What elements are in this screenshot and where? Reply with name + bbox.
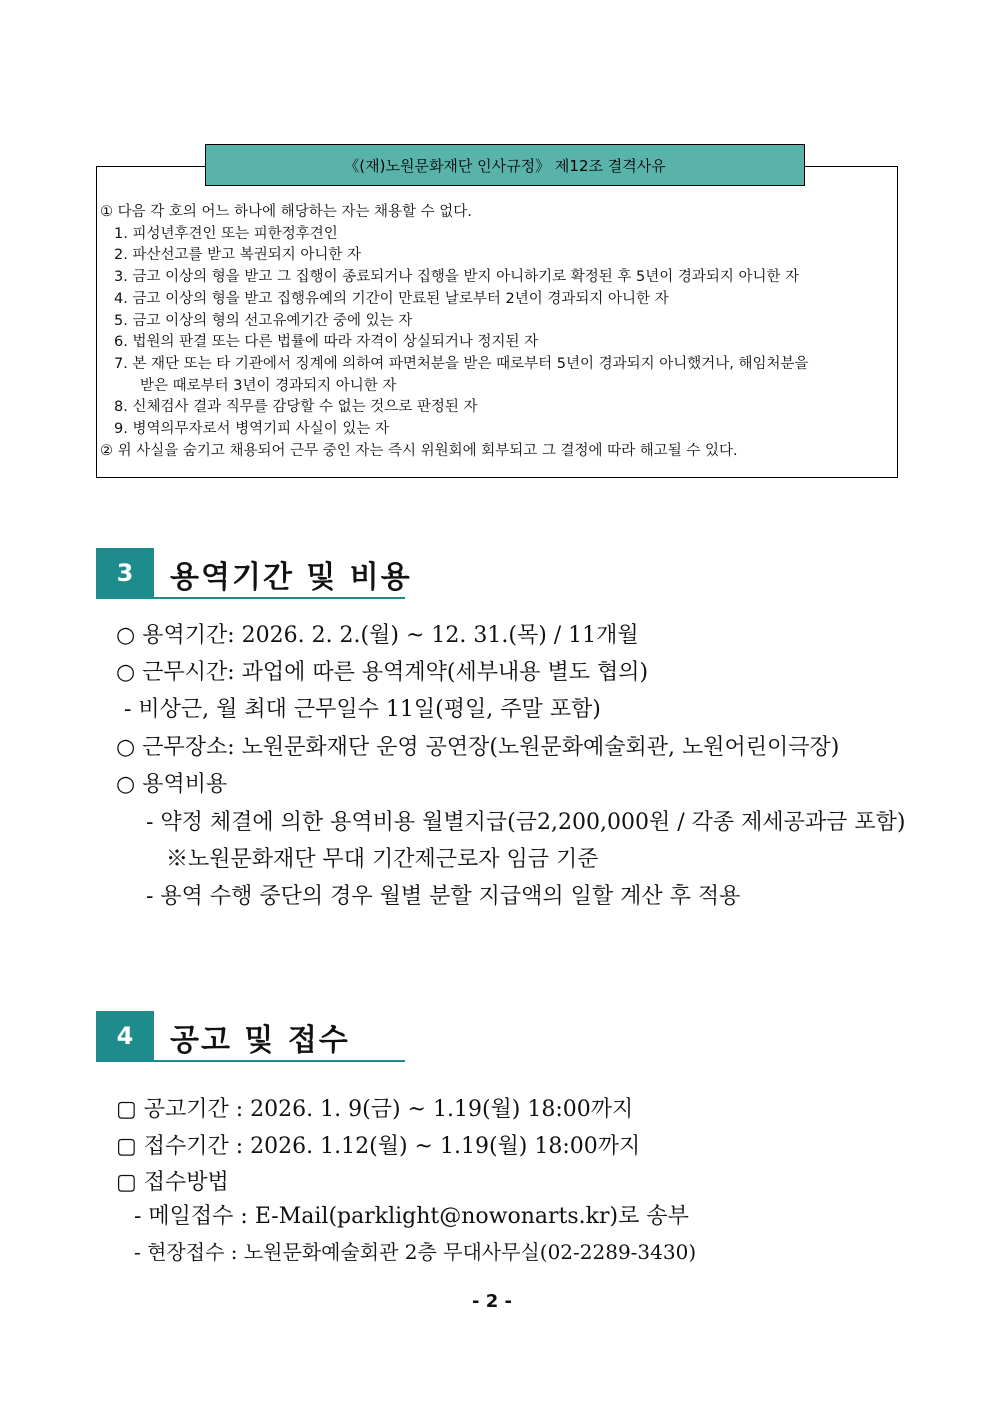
regulation-line: 4. 금고 이상의 형을 받고 집행유예의 기간이 만료된 날로부터 2년이 경과되지 아니한 자: [114, 290, 669, 307]
section-3-item: ○ 근무장소: 노원문화재단 운영 공연장(노원문화예술회관, 노원어린이극장): [116, 735, 840, 760]
section-3-item: ○ 근무시간: 과업에 따른 용역계약(세부내용 별도 협의): [116, 660, 649, 685]
section-3-item: - 약정 체결에 의한 용역비용 월별지급(금2,200,000원 / 각종 제세공과금 포함): [146, 810, 906, 835]
regulation-lines: [100, 202, 896, 462]
regulation-line: 9. 병역의무자로서 병역기피 사실이 있는 자: [114, 421, 389, 438]
regulation-line: ① 다음 각 호의 어느 하나에 해당하는 자는 채용할 수 없다.: [100, 204, 472, 220]
section-3-number: 3: [96, 548, 154, 598]
section-3-item: ○ 용역기간: 2026. 2. 2.(월) ~ 12. 31.(목) / 11개월: [116, 623, 639, 648]
section-4-item: ▢ 접수기간 : 2026. 1.12(월) ~ 1.19(월) 18:00까지: [116, 1134, 641, 1159]
regulation-line: 7. 본 재단 또는 타 기관에서 징계에 의하여 파면처분을 받은 때로부터 5년이 경과되지 아니했거나, 해임처분을: [114, 355, 809, 372]
regulation-line: 8. 신체검사 결과 직무를 감당할 수 없는 것으로 판정된 자: [114, 399, 478, 416]
section-4-title: 공고 및 접수: [170, 1023, 350, 1058]
regulation-line: 6. 법원의 판결 또는 다른 법률에 따라 자격이 상실되거나 정지된 자: [114, 334, 539, 351]
section-4-item: - 현장접수 : 노원문화예술회관 2층 무대사무실(02-2289-3430): [134, 1240, 697, 1264]
section-4-underline: [96, 1060, 405, 1062]
regulation-line: 1. 피성년후견인 또는 피한정후견인: [114, 225, 338, 242]
section-3-title: 용역기간 및 비용: [170, 560, 412, 595]
section-3-underline: [96, 597, 405, 599]
regulation-line: 5. 금고 이상의 형의 선고유예기간 중에 있는 자: [114, 312, 413, 329]
regulation-line: 받은 때로부터 3년이 경과되지 아니한 자: [140, 377, 397, 394]
section-3-item: - 비상근, 월 최대 근무일수 11일(평일, 주말 포함): [124, 697, 601, 722]
section-3-note: ※노원문화재단 무대 기간제근로자 임금 기준: [166, 847, 599, 872]
regulation-line: ② 위 사실을 숨기고 채용되어 근무 중인 자는 즉시 위원회에 회부되고 그 결정에 따라 해고될 수 있다.: [100, 442, 738, 459]
section-4-item: - 메일접수 : E-Mail(parklight@nowonarts.kr)로 송부: [134, 1204, 689, 1229]
regulation-line: 2. 파산선고를 받고 복권되지 아니한 자: [114, 247, 361, 264]
regulation-box-title: 《(재)노원문화재단 인사규정》 제12조 결격사유: [205, 144, 805, 186]
section-4-number: 4: [96, 1011, 154, 1061]
section-3-item: - 용역 수행 중단의 경우 월별 분할 지급액의 일할 계산 후 적용: [146, 884, 741, 909]
section-3-item: ○ 용역비용: [116, 772, 228, 797]
section-4-item: ▢ 접수방법: [116, 1170, 229, 1195]
page-number: - 2 -: [472, 1291, 512, 1312]
regulation-line: 3. 금고 이상의 형을 받고 그 집행이 종료되거나 집행을 받지 아니하기로 확정된 후 5년이 경과되지 아니한 자: [114, 269, 800, 286]
section-4-item: ▢ 공고기간 : 2026. 1. 9(금) ~ 1.19(월) 18:00까지: [116, 1097, 634, 1122]
